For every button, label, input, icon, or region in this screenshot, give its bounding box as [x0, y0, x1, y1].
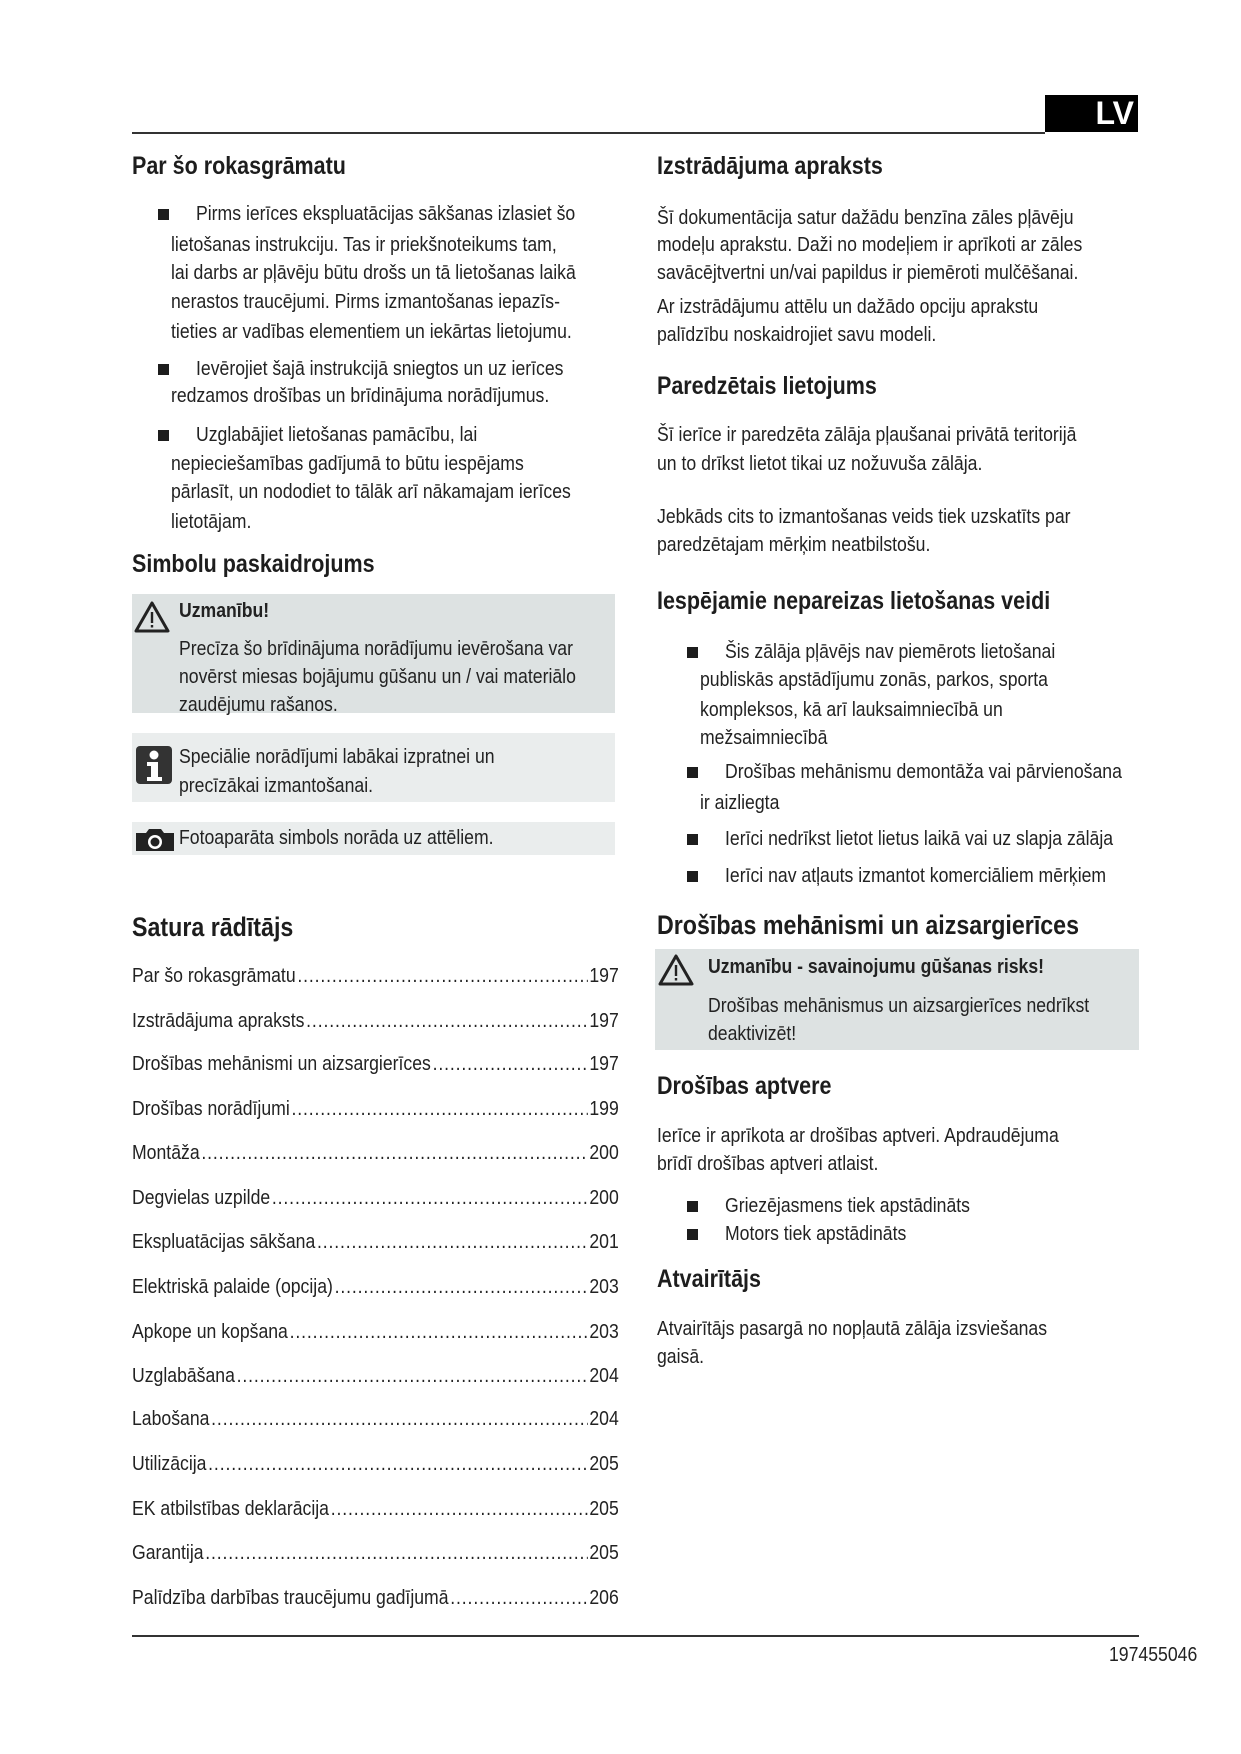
- bullet-text: publiskās apstādījumu zonās, parkos, sporta: [700, 668, 1048, 691]
- bullet-text: nerastos traucējumi. Pirms izmantošanas iepazīs-: [171, 290, 560, 313]
- bullet-text: Drošības mehānismu demontāža vai pārvienošana: [725, 760, 1122, 783]
- toc-dot-leader: [291, 1095, 587, 1123]
- paragraph-line: brīdī drošības aptveri atlaist.: [657, 1152, 879, 1175]
- warning-triangle-icon: [134, 600, 170, 634]
- paragraph-line: palīdzību noskaidrojiet savu modeli.: [657, 323, 937, 346]
- bullet-text: redzamos drošības un brīdinājuma norādījumus.: [171, 384, 550, 407]
- toc-entry-title: Garantija: [132, 1541, 204, 1564]
- toc-entry-title: Drošības mehānismi un aizsargierīces: [132, 1052, 431, 1075]
- toc-entry[interactable]: [132, 1095, 619, 1123]
- bullet-text: Griezējasmens tiek apstādināts: [725, 1194, 970, 1217]
- toc-dot-leader: [208, 1450, 587, 1478]
- paragraph-line: modeļu aprakstu. Daži no modeļiem ir aprīkoti ar zāles: [657, 233, 1083, 256]
- top-rule: [132, 132, 1045, 134]
- paragraph-line: un to drīkst lietot tikai uz nožuvuša zālāja.: [657, 452, 983, 475]
- bullet-text: Pirms ierīces ekspluatācijas sākšanas izlasiet šo: [196, 202, 576, 225]
- bullet-icon: [687, 834, 698, 845]
- toc-entry[interactable]: [132, 1273, 619, 1301]
- bullet-icon: [158, 209, 169, 220]
- bullet-text: nepieciešamības gadījumā to būtu iespējams: [171, 452, 524, 475]
- toc-entry-page: 205: [589, 1497, 619, 1520]
- toc-entry-page: 203: [589, 1320, 619, 1343]
- bullet-icon: [158, 364, 169, 375]
- bullet-text: lietotājam.: [171, 510, 252, 533]
- toc-dot-leader: [450, 1584, 587, 1612]
- info-icon: [135, 745, 173, 785]
- section-heading-about: Par šo rokasgrāmatu: [132, 152, 346, 180]
- paragraph-line: Ar izstrādājumu attēlu un dažādo opciju aprakstu: [657, 295, 1039, 318]
- bullet-text: Uzglabājiet lietošanas pamācību, lai: [196, 423, 478, 446]
- camera-text: Fotoaparāta simbols norāda uz attēliem.: [179, 826, 494, 849]
- toc-entry-page: 204: [589, 1364, 619, 1387]
- toc-entry[interactable]: [132, 1362, 619, 1390]
- paragraph-line: Jebkāds cits to izmantošanas veids tiek uzskatīts par: [657, 505, 1071, 528]
- toc-entry-page: 205: [589, 1452, 619, 1475]
- toc-entry[interactable]: [132, 1450, 619, 1478]
- toc-entry[interactable]: [132, 1539, 619, 1567]
- bullet-text: Ierīci nedrīkst lietot lietus laikā vai uz slapja zālāja: [725, 827, 1114, 850]
- warning-text: Precīza šo brīdinājuma norādījumu ievērošana var: [179, 637, 573, 660]
- toc-entry-page: 201: [589, 1230, 619, 1253]
- toc-entry-title: Ekspluatācijas sākšana: [132, 1230, 316, 1253]
- paragraph-line: Šī dokumentācija satur dažādu benzīna zāles pļāvēju: [657, 206, 1074, 229]
- bullet-icon: [687, 1229, 698, 1240]
- bullet-text: kompleksos, kā arī lauksaimniecībā un: [700, 698, 1003, 721]
- toc-entry[interactable]: [132, 1584, 619, 1612]
- toc-entry[interactable]: [132, 1184, 619, 1212]
- toc-entry-page: 200: [589, 1186, 619, 1209]
- paragraph-line: Šī ierīce ir paredzēta zālāja pļaušanai privātā teritorijā: [657, 423, 1077, 446]
- bullet-text: Šis zālāja pļāvējs nav piemērots lietošanai: [725, 640, 1056, 663]
- language-badge: LV: [1045, 95, 1138, 132]
- bullet-text: Motors tiek apstādināts: [725, 1222, 907, 1245]
- section-heading-description: Izstrādājuma apraksts: [657, 152, 883, 180]
- bullet-text: mežsaimniecībā: [700, 726, 828, 749]
- paragraph-line: savācējtvertni un/vai papildus ir piemēroti mulčēšanai.: [657, 261, 1079, 284]
- bullet-icon: [687, 871, 698, 882]
- camera-icon: [134, 828, 176, 852]
- warning-text: zaudējumu rašanos.: [179, 693, 338, 716]
- toc-entry-title: Utilizācija: [132, 1452, 207, 1475]
- warning-title: Uzmanību - savainojumu gūšanas risks!: [708, 955, 1045, 978]
- toc-dot-leader: [433, 1050, 588, 1078]
- toc-entry-page: 197: [589, 1009, 619, 1032]
- toc-heading: Satura rādītājs: [132, 912, 294, 942]
- toc-dot-leader: [237, 1362, 588, 1390]
- bullet-text: lietošanas instrukciju. Tas ir priekšnoteikums tam,: [171, 233, 557, 256]
- paragraph-line: gaisā.: [657, 1345, 705, 1368]
- toc-dot-leader: [201, 1139, 587, 1167]
- toc-entry-title: Elektriskā palaide (opcija): [132, 1275, 333, 1298]
- toc-entry[interactable]: [132, 1318, 619, 1346]
- warning-title: Uzmanību!: [179, 599, 270, 622]
- toc-entry-title: Uzglabāšana: [132, 1364, 235, 1387]
- toc-entry-title: Izstrādājuma apraksts: [132, 1009, 305, 1032]
- warning-text: Drošības mehānismus un aizsargierīces nedrīkst: [708, 994, 1090, 1017]
- toc-entry-title: Par šo rokasgrāmatu: [132, 964, 296, 987]
- bullet-icon: [687, 1201, 698, 1212]
- toc-entry-page: 203: [589, 1275, 619, 1298]
- warning-text: deaktivizēt!: [708, 1022, 797, 1045]
- section-heading-guard: Drošības aptvere: [657, 1072, 832, 1100]
- toc-entry-page: 204: [589, 1407, 619, 1430]
- bullet-icon: [687, 767, 698, 778]
- paragraph-line: Atvairītājs pasargā no nopļautā zālāja izsviešanas: [657, 1317, 1048, 1340]
- bullet-text: pārlasīt, un nododiet to tālāk arī nākamajam ierīces: [171, 480, 571, 503]
- toc-entry-title: EK atbilstības deklarācija: [132, 1497, 329, 1520]
- toc-entry-title: Labošana: [132, 1407, 210, 1430]
- toc-entry[interactable]: [132, 1050, 619, 1078]
- section-heading-intended-use: Paredzētais lietojums: [657, 372, 877, 400]
- toc-dot-leader: [306, 1007, 587, 1035]
- bullet-icon: [158, 430, 169, 441]
- toc-entry-title: Drošības norādījumi: [132, 1097, 290, 1120]
- bullet-text: ir aizliegta: [700, 791, 780, 814]
- bullet-icon: [687, 647, 698, 658]
- toc-entry[interactable]: [132, 962, 619, 990]
- toc-entry-page: 205: [589, 1541, 619, 1564]
- toc-entry-title: Palīdzība darbības traucējumu gadījumā: [132, 1586, 449, 1609]
- bullet-text: Ierīci nav atļauts izmantot komerciāliem mērķiem: [725, 864, 1107, 887]
- toc-entry-page: 206: [589, 1586, 619, 1609]
- toc-dot-leader: [317, 1228, 588, 1256]
- toc-dot-leader: [331, 1495, 588, 1523]
- warning-triangle-icon: [658, 953, 694, 987]
- paragraph-line: Ierīce ir aprīkota ar drošības aptveri. Apdraudējuma: [657, 1124, 1059, 1147]
- toc-entry-page: 197: [589, 1052, 619, 1075]
- section-heading-misuse: Iespējamie nepareizas lietošanas veidi: [657, 587, 1051, 615]
- toc-entry-title: Apkope un kopšana: [132, 1320, 288, 1343]
- toc-entry[interactable]: [132, 1228, 619, 1256]
- bullet-text: Ievērojiet šajā instrukcijā sniegtos un uz ierīces: [196, 357, 564, 380]
- toc-dot-leader: [335, 1273, 588, 1301]
- bottom-rule: [132, 1635, 1139, 1637]
- section-heading-symbols: Simbolu paskaidrojums: [132, 550, 375, 578]
- toc-entry-page: 197: [589, 964, 619, 987]
- section-heading-safety: Drošības mehānismi un aizsargierīces: [657, 910, 1080, 940]
- toc-entry-title: Degvielas uzpilde: [132, 1186, 271, 1209]
- bullet-text: lai darbs ar pļāvēju būtu drošs un tā lietošanas laikā: [171, 261, 576, 284]
- toc-entry[interactable]: [132, 1495, 619, 1523]
- toc-entry[interactable]: [132, 1405, 619, 1433]
- section-heading-deflector: Atvairītājs: [657, 1265, 761, 1293]
- bullet-text: tieties ar vadības elementiem un iekārtas lietojumu.: [171, 320, 572, 343]
- toc-entry-title: Montāža: [132, 1141, 200, 1164]
- toc-dot-leader: [297, 962, 587, 990]
- paragraph-line: paredzētajam mērķim neatbilstošu.: [657, 533, 931, 556]
- document-number: 197455046: [1109, 1643, 1198, 1666]
- toc-entry[interactable]: [132, 1007, 619, 1035]
- info-text: precīzākai izmantošanai.: [179, 774, 374, 797]
- toc-dot-leader: [272, 1184, 588, 1212]
- toc-entry-page: 200: [589, 1141, 619, 1164]
- warning-text: novērst miesas bojājumu gūšanu un / vai materiālo: [179, 665, 576, 688]
- info-text: Speciālie norādījumi labākai izpratnei un: [179, 745, 495, 768]
- toc-entry[interactable]: [132, 1139, 619, 1167]
- toc-dot-leader: [211, 1405, 587, 1433]
- toc-dot-leader: [290, 1318, 588, 1346]
- toc-entry-page: 199: [589, 1097, 619, 1120]
- toc-dot-leader: [205, 1539, 587, 1567]
